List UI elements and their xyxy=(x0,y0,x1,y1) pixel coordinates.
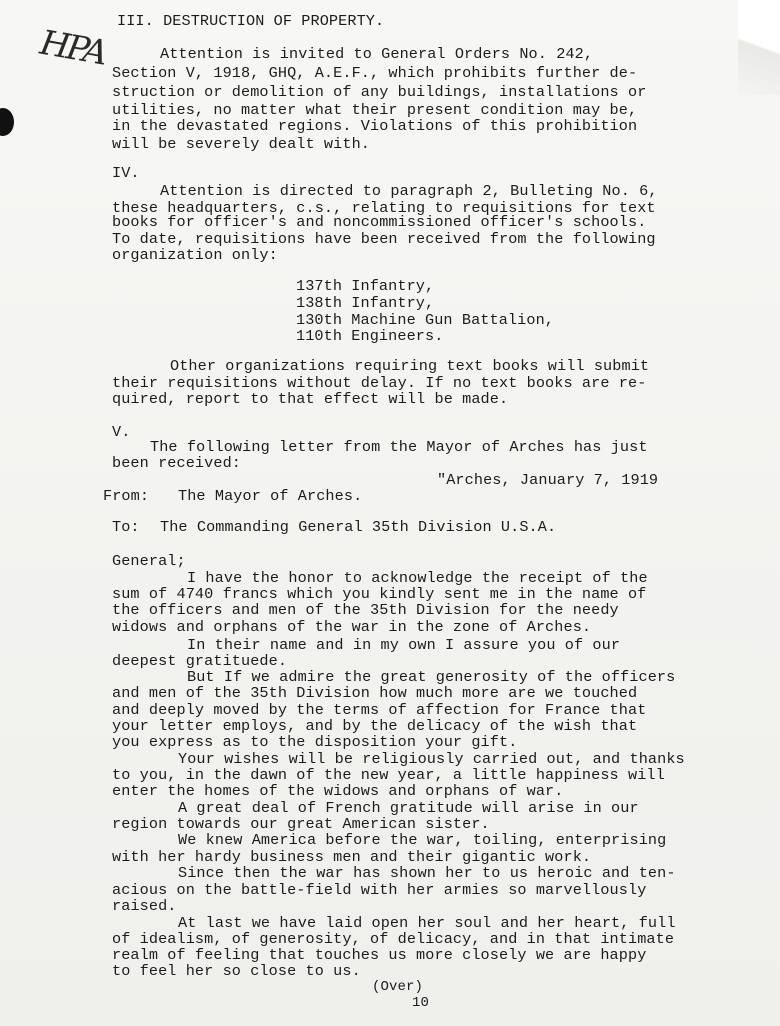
letter-line: you express as to the disposition your gift. xyxy=(112,733,518,751)
letter-line: widows and orphans of the war in the zone of Arches. xyxy=(112,618,592,636)
section-3-heading: III. DESTRUCTION OF PROPERTY. xyxy=(117,12,385,30)
unit-list-item: 110th Engineers. xyxy=(296,327,444,345)
letter-line: the officers and men of the 35th Division for the needy xyxy=(112,601,619,619)
letter-line: acious on the battle-field with her armies so marvellously xyxy=(112,881,647,899)
letter-line: raised. xyxy=(112,897,177,915)
section-4-after-line: Other organizations requiring text books will submit xyxy=(170,357,650,375)
section-3-line: struction or demolition of any buildings, installations or xyxy=(112,83,647,101)
section-5-intro-line: The following letter from the Mayor of Arches has just xyxy=(150,438,648,456)
letter-line: I have the honor to acknowledge the receipt of the xyxy=(187,569,648,587)
letter-line: Your wishes will be religiously carried out, and thanks xyxy=(178,750,685,768)
unit-list-item: 138th Infantry, xyxy=(296,294,435,312)
from-label: From: xyxy=(103,487,150,505)
letter-line: deepest gratituede. xyxy=(112,652,288,670)
section-4-heading: IV. xyxy=(112,164,140,182)
salutation: General; xyxy=(112,552,186,570)
letter-line: sum of 4740 francs which you kindly sent me in the name of xyxy=(112,585,647,603)
letter-line: with her hardy business men and their gigantic work. xyxy=(112,848,592,866)
section-3-line: will be severely dealt with. xyxy=(112,135,370,153)
section-4-line: Attention is directed to paragraph 2, Bulleting No. 6, xyxy=(160,182,658,200)
letter-line: your letter employs, and by the delicacy of the wish that xyxy=(112,717,638,735)
letter-line: Since then the war has shown her to us heroic and ten- xyxy=(178,864,676,882)
section-5-heading: V. xyxy=(112,423,131,441)
letter-line: and men of the 35th Division how much more are we touched xyxy=(112,684,638,702)
letter-line: But If we admire the great generosity of the officers xyxy=(187,668,676,686)
unit-list-item: 137th Infantry, xyxy=(296,277,435,295)
letter-line: At last we have laid open her soul and her heart, full xyxy=(178,914,676,932)
to-value: The Commanding General 35th Division U.S.A. xyxy=(160,518,557,536)
section-4-after-line: quired, report to that effect will be made. xyxy=(112,390,509,408)
section-3-line: utilities, no matter what their present condition may be, xyxy=(112,101,638,119)
section-3-line: in the devastated regions. Violations of this prohibition xyxy=(112,117,638,135)
section-4-line: books for officer's and noncommissioned officer's schools. xyxy=(112,213,647,231)
letter-line: and deeply moved by the terms of affection for France that xyxy=(112,701,647,719)
letter-line: of idealism, of generosity, of delicacy, and in that intimate xyxy=(112,930,675,948)
handwritten-mark: HPA xyxy=(37,22,108,74)
letter-line: region towards our great American sister. xyxy=(112,815,490,833)
letter-line: to feel her so close to us. xyxy=(112,962,361,980)
page-corner-fold xyxy=(738,0,780,95)
section-4-line: these headquarters, c.s., relating to requisitions for text xyxy=(112,199,656,217)
letter-line: realm of feeling that touches us more closely we are happy xyxy=(112,946,647,964)
to-label: To: xyxy=(112,518,140,536)
punch-hole xyxy=(0,108,14,136)
section-4-line: To date, requisitions have been received from the following xyxy=(112,230,656,248)
letter-date: "Arches, January 7, 1919 xyxy=(437,471,659,489)
section-4-line: organization only: xyxy=(112,246,278,264)
unit-list-item: 130th Machine Gun Battalion, xyxy=(296,311,554,329)
section-3-line: Section V, 1918, GHQ, A.E.F., which prohibits further de- xyxy=(112,64,638,82)
page-number: 10 xyxy=(412,995,430,1011)
section-5-intro-line: been received: xyxy=(112,454,241,472)
section-4-after-line: their requisitions without delay. If no text books are re- xyxy=(112,374,647,392)
over-marker: (Over) xyxy=(372,979,424,995)
letter-line: enter the homes of the widows and orphans of war. xyxy=(112,782,564,800)
section-3-line: Attention is invited to General Orders No. 242, xyxy=(160,45,594,63)
letter-line: to you, in the dawn of the new year, a little happiness will xyxy=(112,766,665,784)
letter-line: We knew America before the war, toiling, enterprising xyxy=(178,831,667,849)
letter-line: In their name and in my own I assure you of our xyxy=(187,636,621,654)
letter-line: A great deal of French gratitude will arise in our xyxy=(178,799,639,817)
from-value: The Mayor of Arches. xyxy=(178,487,363,505)
